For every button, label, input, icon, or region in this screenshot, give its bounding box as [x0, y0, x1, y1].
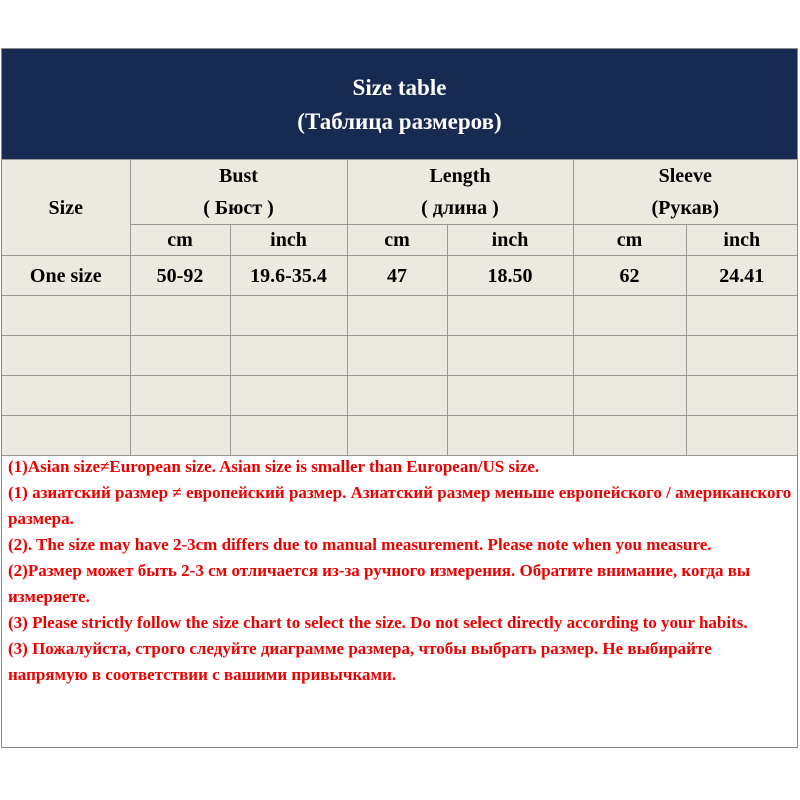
note-asian-size-en: (1)Asian size≠European size. Asian size is smaller than European/US size.: [8, 457, 540, 476]
note-follow-chart-ru: (3) Пожалуйста, строго следуйте диаграмме размера, чтобы выбрать размер. Не выбирайте напрямую в соответствии с вашими привычками.: [8, 639, 712, 684]
empty-cell: [347, 296, 447, 336]
empty-cell: [130, 296, 230, 336]
empty-row: [2, 336, 797, 376]
note-measurement-ru: (2)Размер может быть 2-3 см отличается из-за ручного измерения. Обратите внимание, когда вы измеряете.: [8, 561, 751, 606]
bust-inch-cell: 19.6-35.4: [230, 256, 347, 296]
empty-cell: [130, 376, 230, 416]
size-chart: [1, 48, 798, 748]
sleeve-cm-cell: 62: [573, 256, 686, 296]
bust-cm-cell: 50-92: [130, 256, 230, 296]
length-inch-cell: 18.50: [447, 256, 573, 296]
empty-cell: [2, 376, 130, 416]
length-label-russian: ( длина ): [421, 197, 499, 219]
empty-cell: [686, 376, 797, 416]
empty-cell: [573, 376, 686, 416]
bust-label: Bust: [219, 165, 258, 187]
empty-cell: [230, 376, 347, 416]
table-title: Size table: [352, 75, 447, 100]
length-group-header: [347, 160, 573, 225]
empty-cell: [130, 336, 230, 376]
empty-row: [2, 376, 797, 416]
length-cm-cell: 47: [347, 256, 447, 296]
empty-cell: [573, 296, 686, 336]
unit-header-sleeve-cm: cm: [573, 225, 686, 256]
unit-header-length-cm: cm: [347, 225, 447, 256]
empty-cell: [230, 336, 347, 376]
table-row: [2, 256, 797, 296]
empty-cell: [447, 296, 573, 336]
size-column-header: Size: [2, 160, 130, 256]
unit-header-length-inch: inch: [447, 225, 573, 256]
empty-cell: [686, 296, 797, 336]
table-title-russian: (Таблица размеров): [297, 109, 502, 134]
empty-cell: [347, 336, 447, 376]
note-follow-chart-en: (3) Please strictly follow the size chart to select the size. Do not select directly according to your habits.: [8, 613, 748, 632]
note-asian-size-ru: (1) азиатский размер ≠ европейский размер. Азиатский размер меньше европейского / американского размера.: [8, 483, 792, 528]
empty-row: [2, 296, 797, 336]
empty-cell: [230, 296, 347, 336]
unit-header-bust-cm: cm: [130, 225, 230, 256]
sleeve-inch-cell: 24.41: [686, 256, 797, 296]
length-label: Length: [429, 165, 491, 187]
empty-cell: [2, 296, 130, 336]
empty-cell: [347, 376, 447, 416]
size-notes: [2, 450, 797, 688]
bust-group-header: [130, 160, 347, 225]
size-table: [2, 159, 797, 456]
unit-header-bust-inch: inch: [230, 225, 347, 256]
empty-cell: [447, 336, 573, 376]
size-cell: One size: [2, 256, 130, 296]
sleeve-label: Sleeve: [658, 165, 712, 187]
unit-header-sleeve-inch: inch: [686, 225, 797, 256]
empty-cell: [573, 336, 686, 376]
note-measurement-en: (2). The size may have 2-3cm differs due to manual measurement. Please note when you measure.: [8, 535, 712, 554]
table-header-banner: [2, 49, 797, 159]
empty-cell: [2, 336, 130, 376]
empty-cell: [447, 376, 573, 416]
empty-cell: [686, 336, 797, 376]
sleeve-group-header: [573, 160, 797, 225]
sleeve-label-russian: (Рукав): [651, 197, 720, 219]
bust-label-russian: ( Бюст ): [203, 197, 274, 219]
